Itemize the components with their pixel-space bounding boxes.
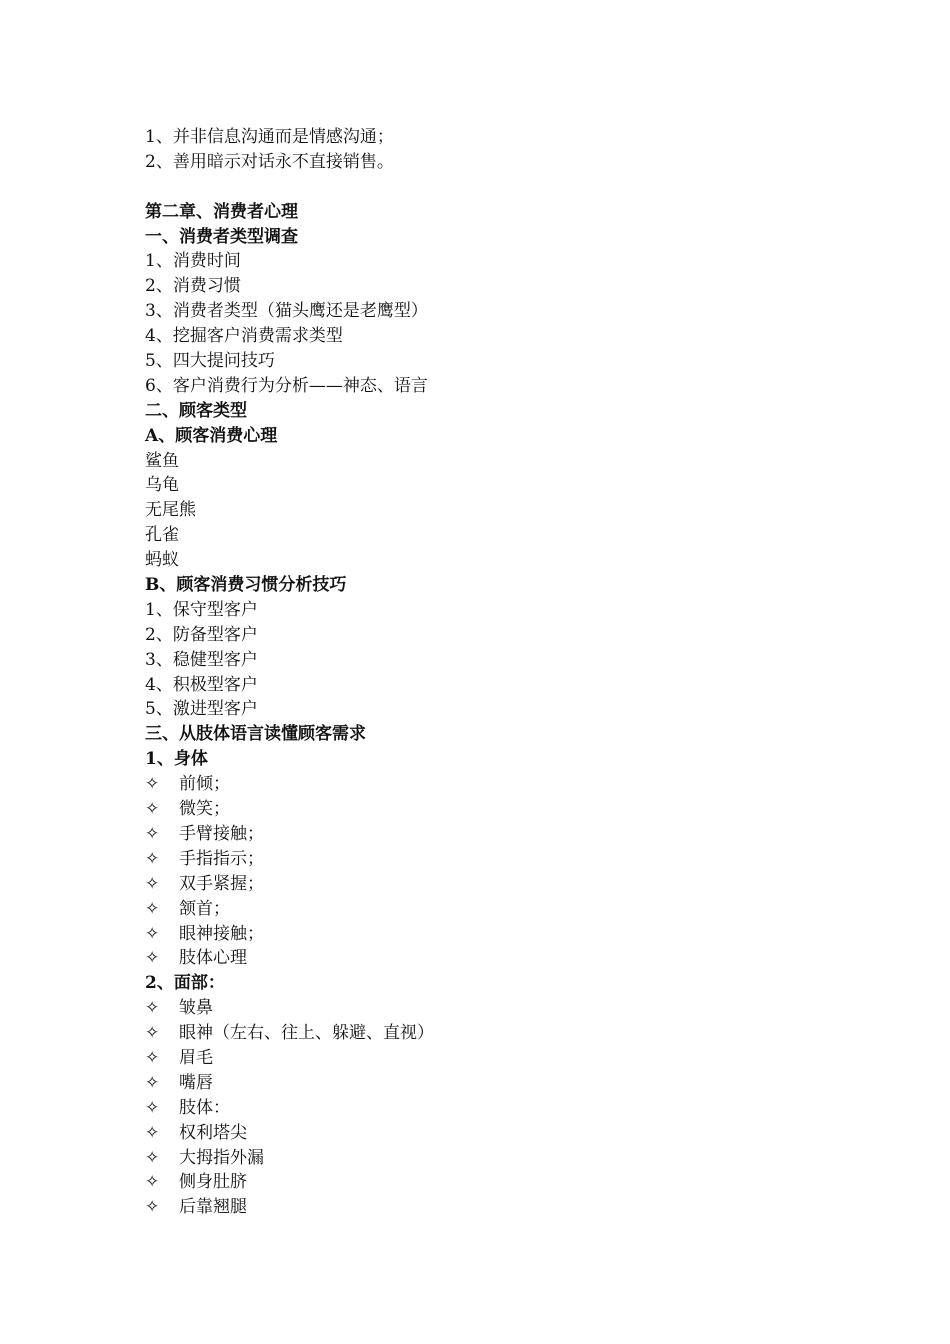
bullet-item	[145, 847, 845, 872]
bullet-text: 手臂接触；	[179, 823, 264, 844]
blank-line	[145, 175, 845, 200]
bullet-item	[145, 1146, 845, 1171]
bullet-item	[145, 1046, 845, 1071]
body-subheading: 1、身体	[145, 749, 208, 770]
list-item: 蚂蚁	[145, 550, 179, 571]
bullet-text: 眉毛	[179, 1047, 213, 1068]
bullet-item	[145, 996, 845, 1021]
sparkle-bullet-icon: ✧	[145, 1122, 160, 1143]
bullet-text: 侧身肚脐	[179, 1172, 247, 1193]
bullet-text: 微笑；	[179, 799, 230, 820]
section-3-heading: 三、从肢体语言读懂顾客需求	[145, 724, 366, 745]
list-item: 5、激进型客户	[145, 699, 258, 720]
bullet-item	[145, 872, 845, 897]
list-item: 6、客户消费行为分析——神态、语言	[145, 375, 428, 396]
bullet-text: 眼神接触；	[179, 923, 264, 944]
bullet-item	[145, 772, 845, 797]
bullet-text: 肢体心理	[179, 948, 247, 969]
sparkle-bullet-icon: ✧	[145, 1197, 160, 1218]
bullet-text: 眼神（左右、往上、躲避、直视）	[179, 1023, 434, 1044]
bullet-text: 权利塔尖	[179, 1122, 247, 1143]
bullet-text: 肢体：	[179, 1097, 230, 1118]
bullet-text: 皱鼻	[179, 998, 213, 1019]
list-item: 2、防备型客户	[145, 624, 258, 645]
sparkle-bullet-icon: ✧	[145, 1147, 160, 1168]
subsection-b-heading: B、顾客消费习惯分析技巧	[145, 575, 347, 596]
bullet-item	[145, 797, 845, 822]
sparkle-bullet-icon: ✧	[145, 1172, 160, 1193]
sparkle-bullet-icon: ✧	[145, 848, 160, 869]
list-item: 4、挖掘客户消费需求类型	[145, 326, 343, 347]
list-item: 1、保守型客户	[145, 599, 258, 620]
sparkle-bullet-icon: ✧	[145, 799, 160, 820]
bullet-item	[145, 1071, 845, 1096]
bullet-text: 颔首；	[179, 898, 230, 919]
bullet-text: 嘴唇	[179, 1072, 213, 1093]
bullet-text: 大拇指外漏	[179, 1147, 264, 1168]
face-subheading: 2、面部：	[145, 973, 225, 994]
sparkle-bullet-icon: ✧	[145, 923, 160, 944]
intro-item-1: 1、并非信息沟通而是情感沟通；	[145, 127, 394, 147]
bullet-text: 后靠翘腿	[179, 1197, 247, 1218]
bullet-text: 前倾；	[179, 774, 230, 795]
document-body	[145, 125, 845, 1220]
bullet-text: 双手紧握；	[179, 873, 264, 894]
bullet-item	[145, 822, 845, 847]
bullet-text: 手指指示；	[179, 848, 264, 869]
chapter-title: 第二章、消费者心理	[145, 201, 298, 222]
section-1-heading: 一、消费者类型调查	[145, 226, 298, 247]
bullet-item	[145, 1195, 845, 1220]
sparkle-bullet-icon: ✧	[145, 1023, 160, 1044]
list-item: 3、消费者类型（猫头鹰还是老鹰型）	[145, 301, 428, 322]
sparkle-bullet-icon: ✧	[145, 1047, 160, 1068]
bullet-item	[145, 1121, 845, 1146]
list-item: 孔雀	[145, 525, 179, 546]
list-item: 4、积极型客户	[145, 674, 258, 695]
sparkle-bullet-icon: ✧	[145, 1097, 160, 1118]
list-item: 鲨鱼	[145, 450, 179, 471]
bullet-item	[145, 1170, 845, 1195]
sparkle-bullet-icon: ✧	[145, 873, 160, 894]
sparkle-bullet-icon: ✧	[145, 948, 160, 969]
list-item: 无尾熊	[145, 500, 196, 521]
sparkle-bullet-icon: ✧	[145, 998, 160, 1019]
list-item: 1、消费时间	[145, 251, 241, 272]
list-item: 2、消费习惯	[145, 276, 241, 297]
subsection-a-heading: A、顾客消费心理	[145, 425, 278, 446]
sparkle-bullet-icon: ✧	[145, 774, 160, 795]
sparkle-bullet-icon: ✧	[145, 1072, 160, 1093]
list-item: 5、四大提问技巧	[145, 351, 275, 372]
sparkle-bullet-icon: ✧	[145, 898, 160, 919]
bullet-item	[145, 922, 845, 947]
section-2-heading: 二、顾客类型	[145, 400, 247, 421]
bullet-item	[145, 897, 845, 922]
sparkle-bullet-icon: ✧	[145, 823, 160, 844]
bullet-item	[145, 1096, 845, 1121]
bullet-item	[145, 1021, 845, 1046]
intro-item-2: 2、善用暗示对话永不直接销售。	[145, 151, 394, 172]
list-item: 乌龟	[145, 475, 179, 496]
list-item: 3、稳健型客户	[145, 649, 258, 670]
bullet-item	[145, 946, 845, 971]
